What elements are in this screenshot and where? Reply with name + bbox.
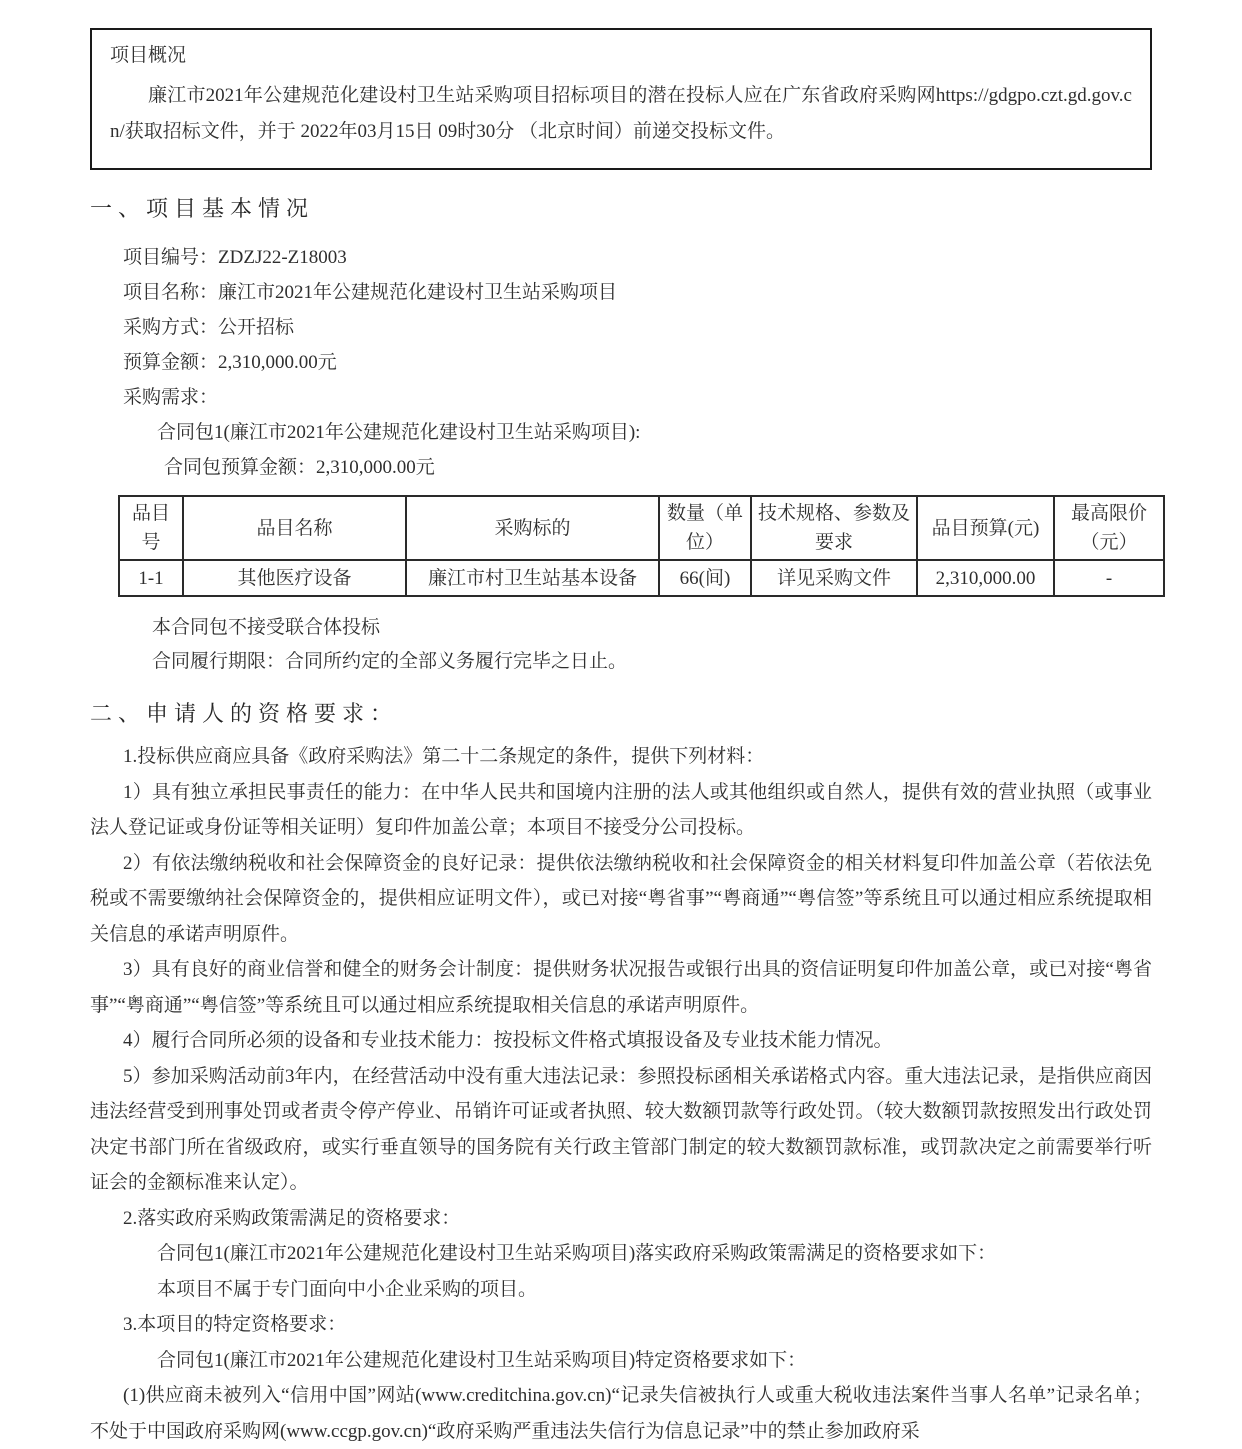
field-procurement-method-label: 采购方式：	[123, 317, 219, 338]
contract-budget-line	[164, 450, 1152, 485]
para-specific-requirement: 3.本项目的特定资格要求：	[123, 1314, 347, 1335]
field-budget-amount-value: 2,310,000.00元	[218, 352, 337, 373]
field-procurement-method	[123, 310, 1152, 345]
header-budget: 品目预算(元)	[917, 496, 1054, 560]
para-materials-intro: 1.投标供应商应具备《政府采购法》第二十二条规定的条件，提供下列材料：	[123, 746, 765, 767]
header-item-name: 品目名称	[183, 496, 406, 560]
cell-item-name: 其他医疗设备	[183, 560, 406, 596]
para-policy-requirement: 2.落实政府采购政策需满足的资格要求：	[123, 1207, 461, 1229]
contract-package-line: 合同包1(廉江市2021年公建规范化建设村卫生站采购项目):	[157, 422, 641, 443]
cell-subject: 廉江市村卫生站基本设备	[406, 560, 659, 596]
contract-budget-label: 合同包预算金额：	[164, 457, 317, 478]
header-price-cap: 最高限价（元）	[1054, 496, 1164, 560]
cell-budget: 2,310,000.00	[917, 560, 1054, 596]
field-budget-amount-label: 预算金额：	[123, 352, 219, 373]
para-specific-contract: 合同包1(廉江市2021年公建规范化建设村卫生站采购项目)特定资格要求如下：	[157, 1349, 807, 1371]
items-table	[118, 495, 1165, 597]
field-project-name-label: 项目名称：	[123, 282, 219, 303]
note-contract-term: 合同履行期限：合同所约定的全部义务履行完毕之日止。	[152, 651, 628, 672]
qualification-paragraphs	[90, 739, 1152, 1449]
field-project-number-label: 项目编号：	[123, 247, 219, 268]
cell-price-cap: -	[1054, 560, 1164, 596]
field-budget-amount	[123, 345, 1152, 380]
para-credit-china: (1)供应商未被列入“信用中国”网站(www.creditchina.gov.cn)“记录失信被执行人或重大税收违法案件当事人名单”记录名单；不处于中国政府采购网(www.ccgp.gov.cn)“政府采购严重违法失信行为信息记录”中的禁止参加政府采	[90, 1385, 1152, 1442]
field-procurement-demand-label: 采购需求：	[123, 387, 219, 408]
header-subject: 采购标的	[406, 496, 659, 560]
table-row	[119, 560, 1164, 596]
header-quantity: 数量（单位）	[659, 496, 751, 560]
para-not-sme-project: 本项目不属于专门面向中小企业采购的项目。	[157, 1278, 538, 1300]
cell-item-no: 1-1	[119, 560, 183, 596]
cell-spec: 详见采购文件	[751, 560, 917, 596]
header-spec: 技术规格、参数及要求	[751, 496, 917, 560]
field-project-name-value: 廉江市2021年公建规范化建设村卫生站采购项目	[218, 282, 618, 303]
contract-budget-value: 2,310,000.00元	[316, 457, 435, 478]
para-tax-social-security: 2）有依法缴纳税收和社会保障资金的良好记录：提供依法缴纳税收和社会保障资金的相关材料复印件加盖公章（若依法免税或不需要缴纳社会保障资金的，提供相应证明文件），或已对接“粤省事”“粤商通”“粤信签”等系统且可以通过相应系统提取相关信息的承诺声明原件。	[90, 852, 1152, 945]
section1-heading: 一、项目基本情况	[90, 196, 315, 221]
header-item-no: 品目号	[119, 496, 183, 560]
para-no-major-violation: 5）参加采购活动前3年内，在经营活动中没有重大违法记录：参照投标函相关承诺格式内容。重大违法记录，是指供应商因违法经营受到刑事处罚或者责令停产停业、吊销许可证或者执照、较大数额罚款等行政处罚。（较大数额罚款按照发出行政处罚决定书部门所在省级政府，或实行垂直领导的国务院有关行政主管部门制定的较大数额罚款标准，或罚款决定之前需要举行听证会的金额标准来认定）。	[90, 1065, 1152, 1193]
overview-title: 项目概况	[110, 45, 187, 66]
table-header-row	[119, 496, 1164, 560]
section2-heading: 二、申请人的资格要求：	[90, 701, 399, 726]
para-credit-finance: 3）具有良好的商业信誉和健全的财务会计制度：提供财务状况报告或银行出具的资信证明复印件加盖公章，或已对接“粤省事”“粤商通”“粤信签”等系统且可以通过相应系统提取相关信息的承诺声明原件。	[90, 959, 1152, 1016]
field-project-number	[123, 240, 1152, 275]
para-policy-contract: 合同包1(廉江市2021年公建规范化建设村卫生站采购项目)落实政府采购政策需满足的资格要求如下：	[157, 1243, 997, 1264]
table-notes	[90, 611, 1152, 679]
para-equipment-ability: 4）履行合同所必须的设备和专业技术能力：按投标文件格式填报设备及专业技术能力情况。	[123, 1030, 893, 1051]
overview-body: 廉江市2021年公建规范化建设村卫生站采购项目招标项目的潜在投标人应在广东省政府采购网https://gdgpo.czt.gd.gov.cn/获取招标文件，并于 2022年03月15日 09时30分 （北京时间）前递交投标文件。	[110, 85, 1132, 142]
field-project-name	[123, 275, 1152, 310]
project-overview-box	[90, 28, 1152, 170]
cell-quantity: 66(间)	[659, 560, 751, 596]
field-project-number-value: ZDZJ22-Z18003	[218, 247, 347, 268]
note-no-consortium: 本合同包不接受联合体投标	[152, 617, 381, 638]
field-procurement-method-value: 公开招标	[218, 317, 295, 338]
para-civil-liability: 1）具有独立承担民事责任的能力：在中华人民共和国境内注册的法人或其他组织或自然人，提供有效的营业执照（或事业法人登记证或身份证等相关证明）复印件加盖公章；本项目不接受分公司投标。	[90, 781, 1152, 838]
field-procurement-demand	[123, 380, 1152, 415]
